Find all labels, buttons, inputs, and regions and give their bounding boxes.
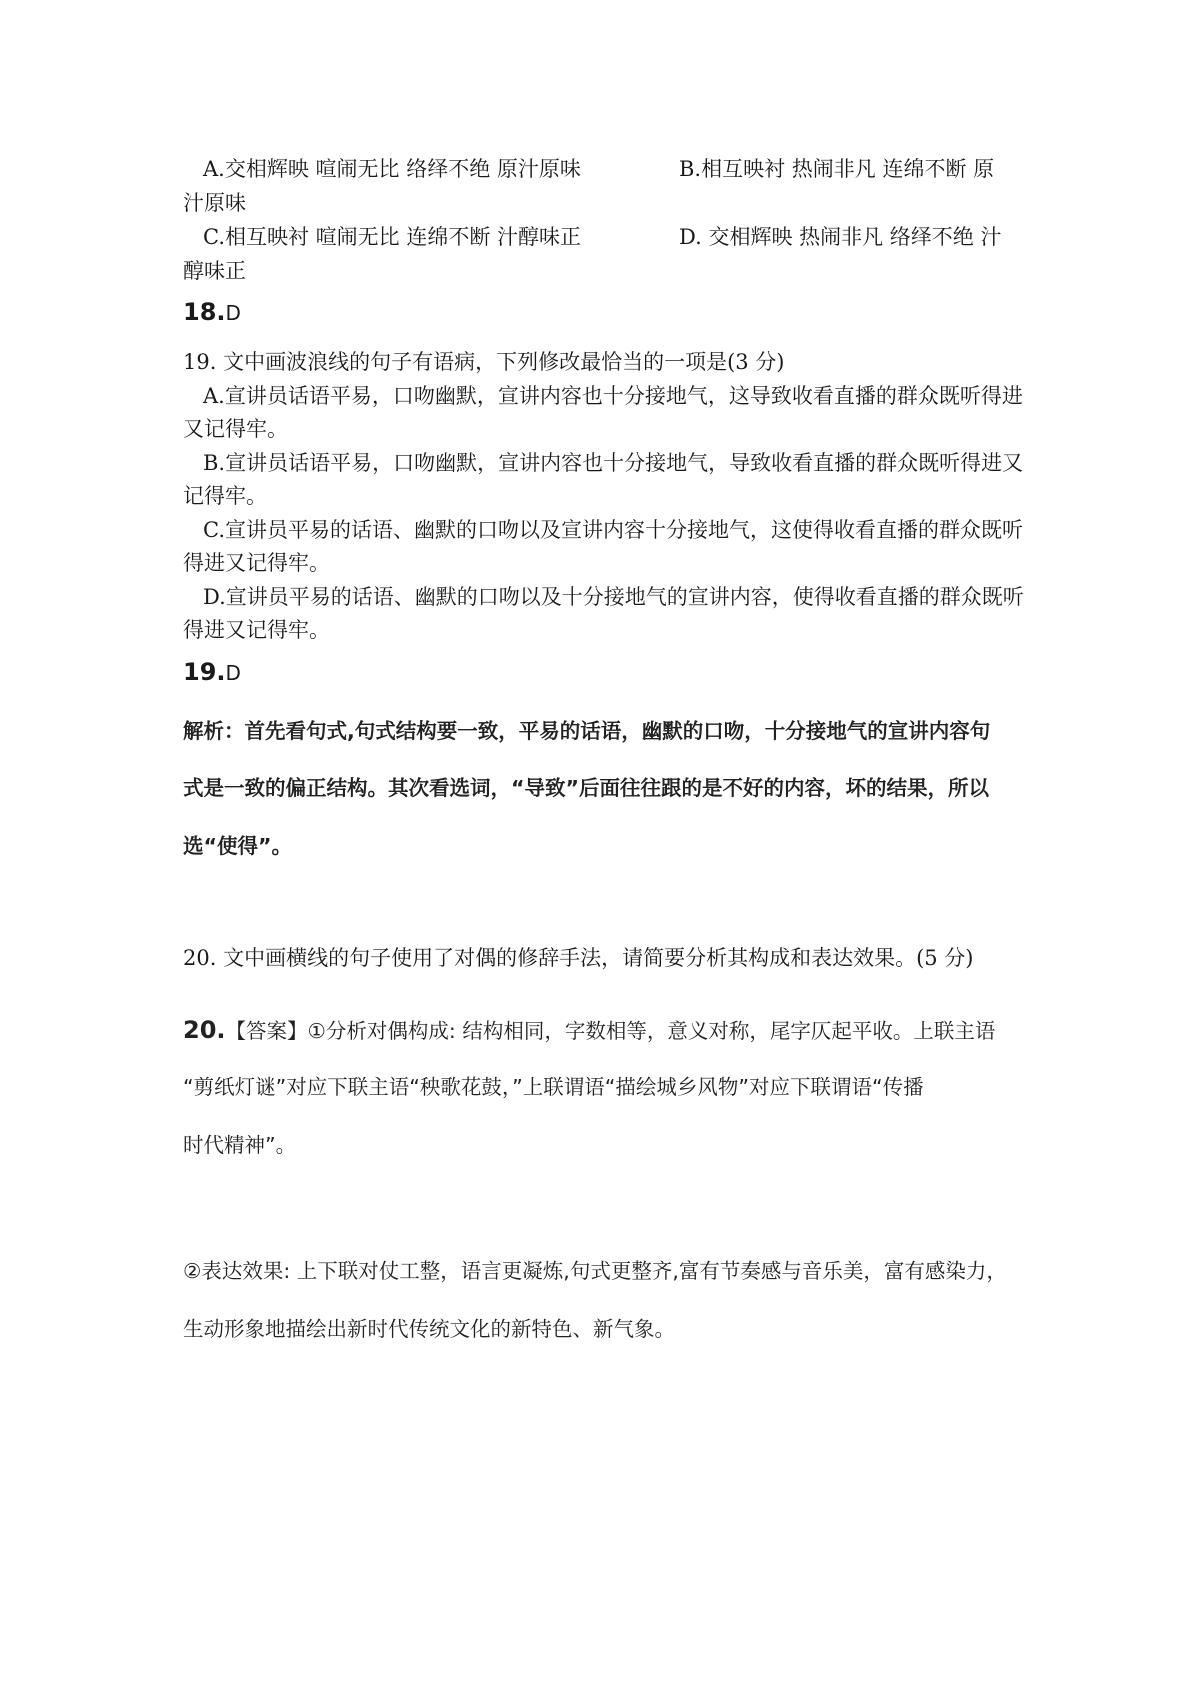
explanation-line-1: 解析：首先看句式,句式结构要一致，平易的话语，幽默的口吻，十分接地气的宣讲内容句 (183, 719, 991, 743)
answer-20-line-3: 时代精神”。 (183, 1133, 297, 1157)
q17-option-c: C.相互映衬 喧闹无比 连绵不断 汁醇味正 (203, 225, 582, 249)
answer-20-number: 20. (183, 1016, 226, 1044)
q20-stem: 20. 文中画横线的句子使用了对偶的修辞手法，请简要分析其构成和表达效果。(5 分) (183, 946, 974, 970)
q19-option-a-line-1: A.宣讲员话语平易，口吻幽默，宣讲内容也十分接地气，这导致收看直播的群众既听得进 (203, 384, 1023, 408)
answer-20-line-2: “剪纸灯谜”对应下联主语“秧歌花鼓，”上联谓语“描绘城乡风物”对应下联谓语“传播 (183, 1075, 924, 1099)
answer-20-effect-line-2: 生动形象地描绘出新时代传统文化的新特色、新气象。 (183, 1317, 675, 1341)
answer-18-number: 18. (183, 298, 226, 326)
explanation-line-3: 选“使得”。 (183, 834, 292, 858)
q17-options-row-2 (183, 222, 1033, 252)
q17-option-d-continuation: 醇味正 (183, 259, 246, 283)
q19-option-d-line-2: 得进又记得牢。 (183, 618, 330, 642)
q17-option-b: B.相互映衬 热闹非凡 连绵不断 原 (679, 157, 995, 181)
answer-20-text-1: 【答案】①分析对偶构成: 结构相同，字数相等，意义对称，尾字仄起平收。上联主语 (225, 1019, 996, 1043)
q19-option-c-line-2: 得进又记得牢。 (183, 551, 330, 575)
answer-18 (183, 296, 241, 330)
q19-option-b-line-2: 记得牢。 (183, 484, 267, 508)
answer-18-letter: D (225, 301, 241, 325)
answer-20-line-1 (183, 1013, 995, 1048)
answer-19-number: 19. (183, 658, 226, 686)
q19-stem: 19. 文中画波浪线的句子有语病，下列修改最恰当的一项是(3 分) (183, 350, 785, 374)
q19-option-c-line-1: C.宣讲员平易的话语、幽默的口吻以及宣讲内容十分接地气，这使得收看直播的群众既听 (203, 518, 1023, 542)
q17-option-d: D. 交相辉映 热闹非凡 络绎不绝 汁 (679, 225, 1002, 249)
answer-19-letter: D (225, 661, 241, 685)
q19-option-a-line-2: 又记得牢。 (183, 417, 288, 441)
answer-20-effect-line-1: ②表达效果: 上下联对仗工整，语言更凝炼,句式更整齐,富有节奏感与音乐美，富有感染力， (183, 1259, 1007, 1283)
q19-option-d-line-1: D.宣讲员平易的话语、幽默的口吻以及十分接地气的宣讲内容，使得收看直播的群众既听 (203, 585, 1024, 609)
q17-options-row-1 (183, 154, 1033, 184)
q19-option-b-line-1: B.宣讲员话语平易，口吻幽默，宣讲内容也十分接地气，导致收看直播的群众既听得进又 (203, 451, 1024, 475)
answer-19 (183, 656, 241, 690)
explanation-line-2: 式是一致的偏正结构。其次看选词，“导致”后面往往跟的是不好的内容，坏的结果，所以 (183, 776, 989, 800)
q17-option-b-continuation: 汁原味 (183, 191, 246, 215)
q17-option-a: A.交相辉映 喧闹无比 络绎不绝 原汁原味 (203, 157, 581, 181)
